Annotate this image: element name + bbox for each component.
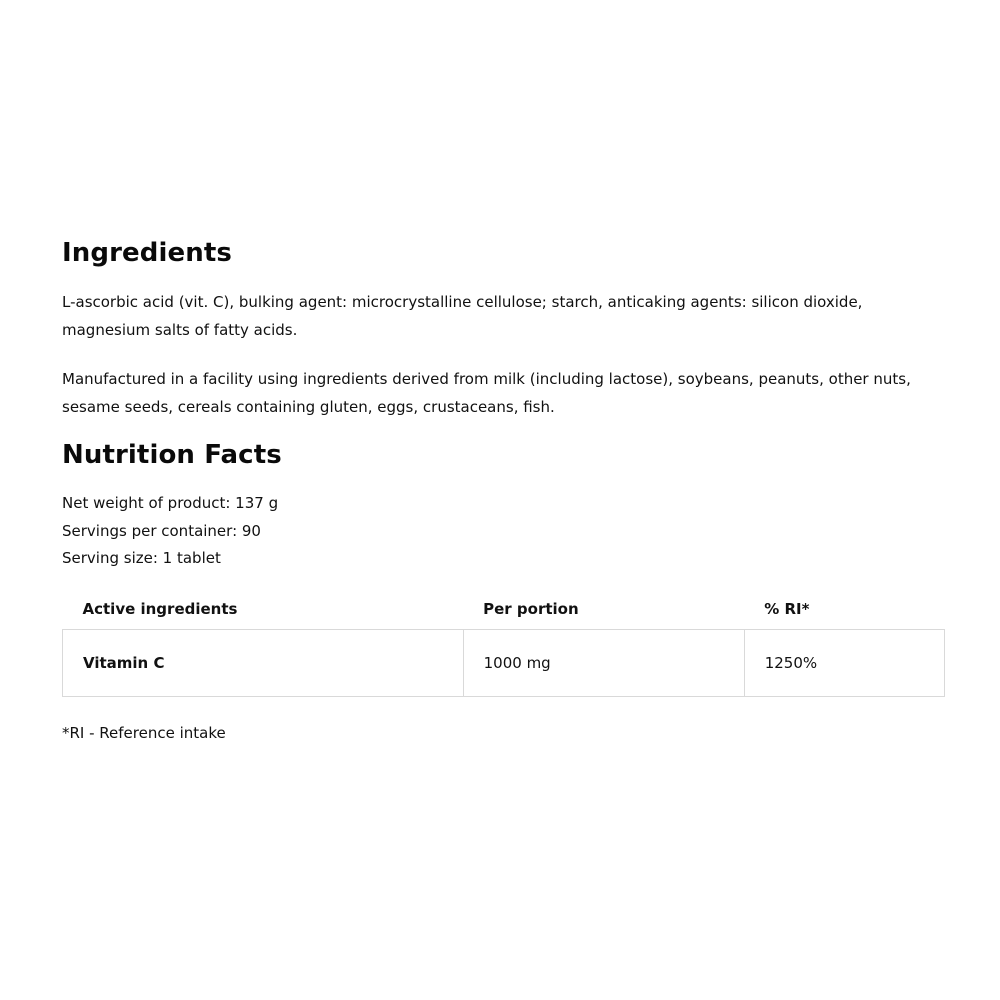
column-header-per-portion: Per portion [483, 599, 579, 618]
servings-per-container-text: Servings per container: 90 [62, 521, 261, 540]
nutrition-facts-heading: Nutrition Facts [62, 440, 282, 470]
column-header-active-ingredients: Active ingredients [82, 599, 238, 618]
nutrition-table [62, 589, 945, 697]
ri-footnote: *RI - Reference intake [62, 723, 226, 742]
column-header-ri: % RI* [764, 599, 810, 618]
allergen-notice: Manufactured in a facility using ingredients derived from milk (including lactose), soybeans, peanuts, other nuts, sesame seeds, cereals containing gluten, eggs, crustaceans, fish. [62, 370, 911, 416]
serving-size-text: Serving size: 1 tablet [62, 549, 221, 567]
product-info-section [62, 234, 945, 744]
table-row [63, 629, 945, 696]
table-header-row [63, 589, 945, 630]
net-weight-text: Net weight of product: 137 g [62, 494, 279, 512]
per-portion-cell: 1000 mg [463, 629, 744, 696]
ingredients-text: L-ascorbic acid (vit. C), bulking agent: microcrystalline cellulose; starch, anticaking agents: silicon dioxide, magnesium salts of fatty acids. [62, 293, 863, 339]
nutrition-facts-list [62, 490, 945, 573]
ingredient-name-cell: Vitamin C [63, 629, 464, 696]
ingredients-heading: Ingredients [62, 238, 232, 268]
ri-percent-cell: 1250% [744, 629, 944, 696]
